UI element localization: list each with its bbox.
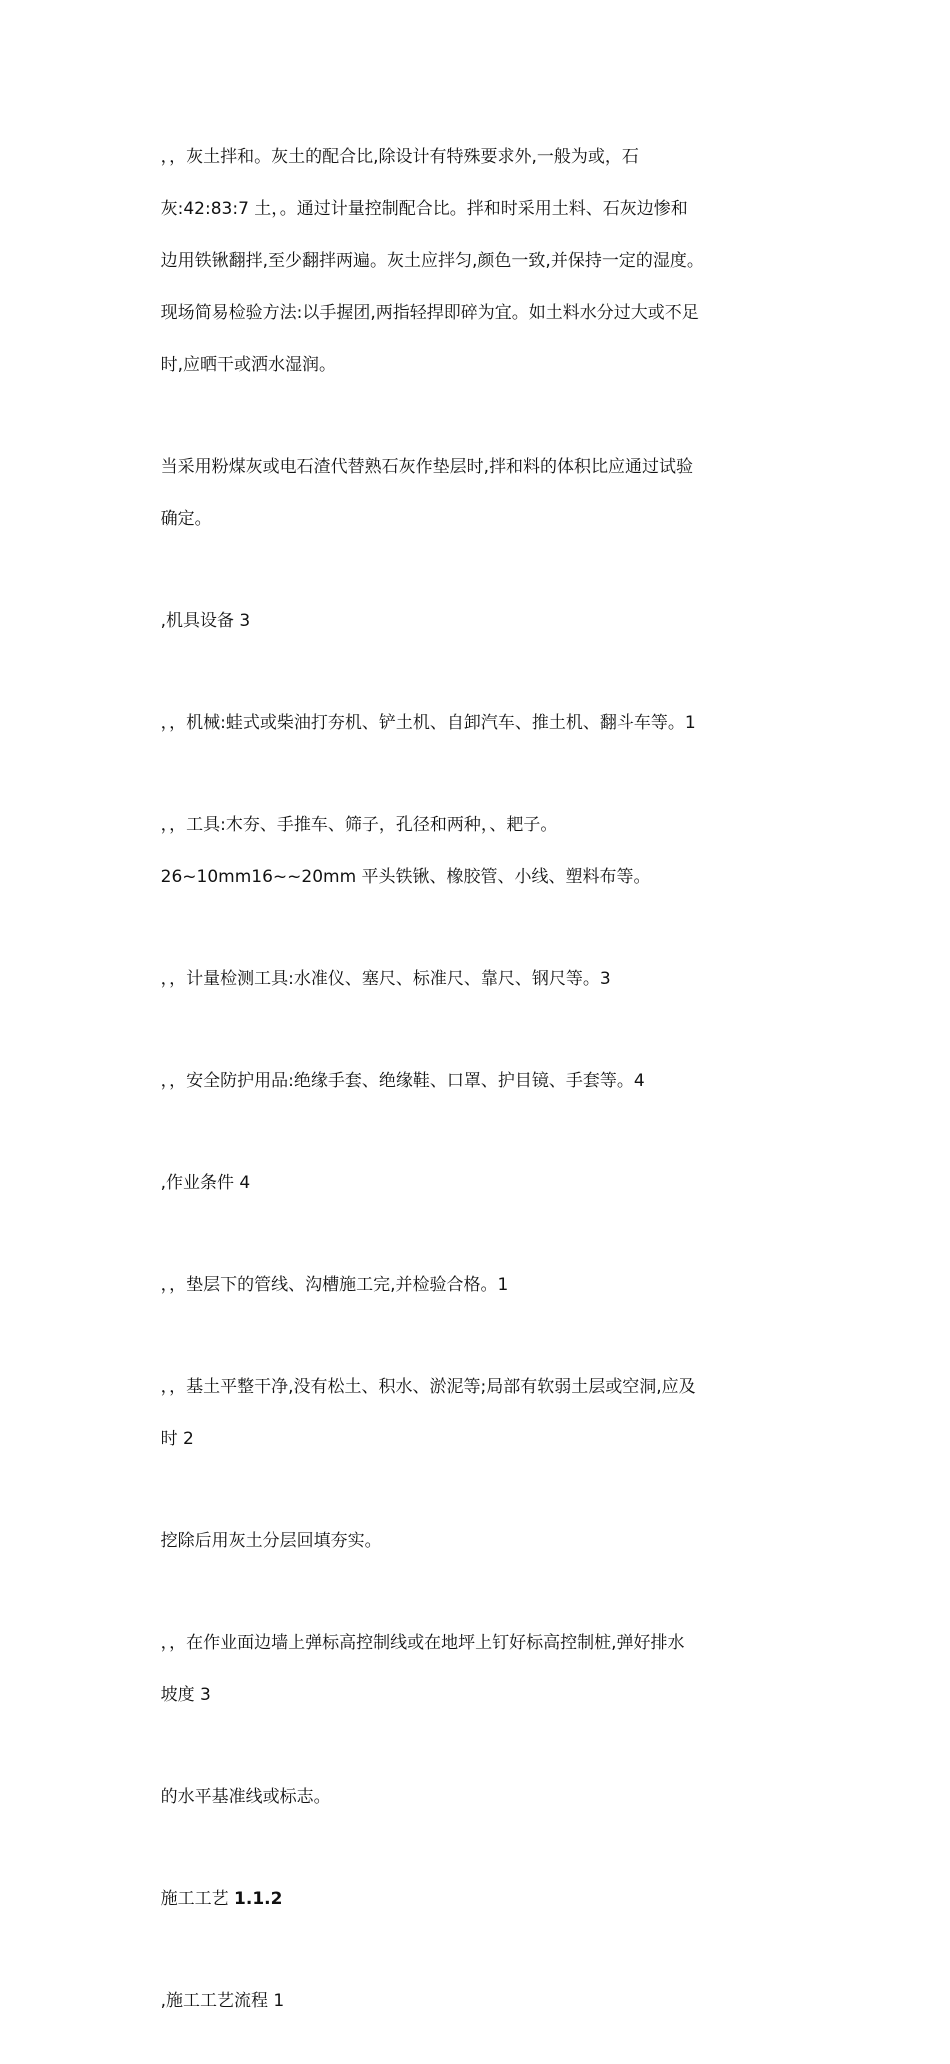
text-line: ，，垫层下的管线、沟槽施工完,并检验合格。1 bbox=[160, 1275, 509, 1295]
text-line: ，，安全防护用品:绝缘手套、绝缘鞋、口罩、护目镜、手套等。4 bbox=[160, 1071, 645, 1091]
paragraph-measuring-tools bbox=[139, 940, 819, 1018]
text-line: 确定。 bbox=[160, 509, 212, 529]
text-line: 时 2 bbox=[160, 1429, 194, 1449]
text-line: 现场简易检验方法:以手握团,两指轻捍即碎为宜。如土料水分过大或不足 bbox=[160, 303, 699, 323]
text-line: ,施工工艺流程 1 bbox=[160, 1991, 285, 2011]
text-line: 26~10mm16~~20mm 平头铁锹、橡胶管、小线、塑料布等。 bbox=[160, 867, 651, 887]
section-number: 1.1.2 bbox=[234, 1889, 283, 1909]
text-line: 施工工艺 bbox=[160, 1889, 235, 1909]
document-page bbox=[139, 118, 819, 2064]
text-line: 坡度 3 bbox=[160, 1685, 211, 1705]
text-line: 挖除后用灰土分层回填夯实。 bbox=[160, 1531, 382, 1551]
text-line: ,作业条件 4 bbox=[160, 1173, 251, 1193]
paragraph-machinery bbox=[139, 684, 819, 762]
text-line: 边用铁锹翻拌,至少翻拌两遍。灰土应拌匀,颜色一致,并保持一定的湿度。 bbox=[160, 251, 704, 271]
text-line: ，，在作业面边墙上弹标高控制线或在地坪上钉好标高控制桩,弹好排水 bbox=[160, 1633, 685, 1653]
paragraph-level-lines bbox=[139, 1604, 819, 1734]
section-heading-equipment bbox=[139, 582, 819, 660]
paragraph-excavation bbox=[139, 1502, 819, 1580]
text-line: ，，灰土拌和。灰土的配合比,除设计有特殊要求外,一般为或，石 bbox=[160, 147, 639, 167]
paragraph-base-soil bbox=[139, 1348, 819, 1478]
paragraph-mixing bbox=[139, 118, 819, 404]
paragraph-pipelines bbox=[139, 1246, 819, 1324]
text-line: 时,应晒干或洒水湿润。 bbox=[160, 355, 337, 375]
text-line: ，，计量检测工具:水准仪、塞尺、标准尺、靠尺、钢尺等。3 bbox=[160, 969, 611, 989]
text-line: ，，基土平整干净,没有松土、积水、淤泥等;局部有软弱土层或空洞,应及 bbox=[160, 1377, 696, 1397]
text-line: 灰:42:83:7 土，。通过计量控制配合比。拌和时采用土料、石灰边惨和 bbox=[160, 199, 688, 219]
text-line: ，，工具:木夯、手推车、筛子，孔径和两种，、耙子。 bbox=[160, 815, 558, 835]
paragraph-safety-gear bbox=[139, 1042, 819, 1120]
paragraph-datum-line bbox=[139, 1758, 819, 1836]
section-heading-process-flow bbox=[139, 1962, 819, 2040]
paragraph-flyash bbox=[139, 428, 819, 558]
paragraph-tools bbox=[139, 786, 819, 916]
text-line: 的水平基准线或标志。 bbox=[160, 1787, 331, 1807]
text-line: ，，机械:蛙式或柴油打夯机、铲土机、自卸汽车、推土机、翻斗车等。1 bbox=[160, 713, 696, 733]
text-line: 当采用粉煤灰或电石渣代替熟石灰作垫层时,拌和料的体积比应通过试验 bbox=[160, 457, 694, 477]
section-heading-process bbox=[139, 1860, 819, 1938]
section-heading-conditions bbox=[139, 1144, 819, 1222]
text-line: ,机具设备 3 bbox=[160, 611, 251, 631]
